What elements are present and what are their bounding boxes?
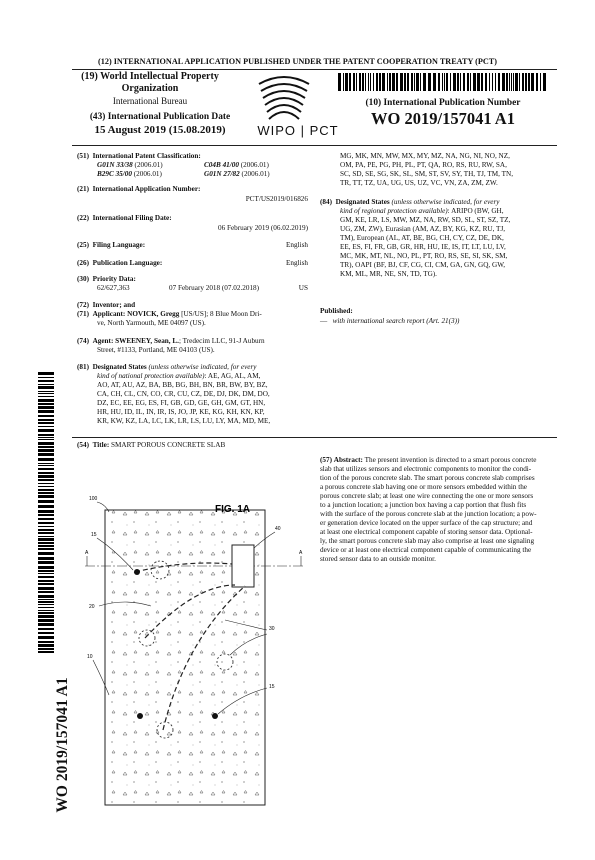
ref-15a: 15: [91, 532, 97, 538]
side-barcode: [38, 372, 54, 657]
field-21: (21) International Application Number:: [77, 185, 201, 193]
field-84-line7: MC, MK, MT, NL, NO, PL, PT, RO, RS, SE, SI, SK, SM,: [340, 252, 508, 260]
abstract-line-5: porous concrete slab; at least one wire connecting the one or more sensors: [320, 492, 534, 500]
field-81-line6: HR, HU, ID, IL, IN, IR, IS, JO, JP, KE, KG, KH, KN, KP,: [97, 408, 265, 416]
treaty-title: (12) INTERNATIONAL APPLICATION PUBLISHED UNDER THE PATENT COOPERATION TREATY (PCT): [98, 57, 497, 66]
field-71: (71) Applicant: NOVICK, Gregg [US/US]; 8 Blue Moon Dri-: [77, 310, 262, 318]
states-cont-1: MG, MK, MN, MW, MX, MY, MZ, NA, NG, NI, NO, NZ,: [340, 152, 510, 160]
ref-20: 20: [89, 604, 95, 610]
field-72: (72) Inventor; and: [77, 301, 136, 309]
field-84-line5: TM), European (AL, AT, BE, BG, CH, CY, CZ, DE, DK,: [340, 234, 504, 242]
ref-15b: 15: [269, 684, 275, 690]
field-71-cont: ve, North Yarmouth, ME 04097 (US).: [97, 319, 206, 327]
field-21-value: PCT/US2019/016826: [245, 195, 308, 203]
abstract-line-8: er generation device located on the upper surface of the cap structure; and: [320, 519, 533, 527]
org-name-line2: Organization: [121, 83, 179, 94]
ref-30: 30: [269, 626, 275, 632]
field-81-line2: kind of national protection available): AE, AG, AL, AM,: [97, 372, 261, 380]
abstract-line-4: a porous concrete slab having one or more sensors embedded within the: [320, 483, 527, 491]
field-26: (26) Publication Language: English: [77, 259, 308, 267]
ref-a-right: A: [299, 550, 303, 556]
abstract-line-3: tion of the porous concrete slab. The smart porous concrete slab comprises: [320, 474, 535, 482]
abstract-line-11: device or at least one electrical component capable of communicating the: [320, 546, 532, 554]
abstract-line-12: stored sensor data to an outside monitor.: [320, 555, 436, 563]
field-84-line2: kind of regional protection available): ARIPO (BW, GH,: [340, 207, 504, 215]
ipc-row-1: G01N 33/38 (2006.01) C04B 41/00 (2006.01): [97, 161, 269, 169]
published-item: — with international search report (Art. 21(3)): [320, 317, 460, 325]
states-cont-2: OM, PA, PE, PG, PH, PL, PT, QA, RO, RS, RU, RW, SA,: [340, 161, 507, 169]
ref-100: 100: [89, 496, 98, 502]
field-30: (30) Priority Data:: [77, 275, 136, 283]
states-cont-3: SC, SD, SE, SG, SK, SL, SM, ST, SV, SY, TH, TJ, TM, TN,: [340, 170, 514, 178]
field-54: (54) Title: SMART POROUS CONCRETE SLAB: [77, 441, 226, 449]
abstract-line-6: to a junction location; a junction box having a cap portion that flush fits: [320, 501, 527, 509]
ref-40: 40: [275, 526, 281, 532]
field-84-line3: GM, KE, LR, LS, MW, MZ, NA, RW, SD, SL, ST, SZ, TZ,: [340, 216, 511, 224]
field-74: (74) Agent: SWEENEY, Sean, L.; Tredecim LLC, 91-J Auburn: [77, 337, 265, 345]
abstract-line-1: (57) Abstract: The present invention is directed to a smart porous concrete: [320, 456, 537, 464]
wipo-wordmark: WIPO | PCT: [257, 123, 339, 138]
field-81-line4: CA, CH, CL, CN, CO, CR, CU, CZ, DE, DJ, DK, DM, DO,: [97, 390, 270, 398]
ipc-row-2: B29C 35/00 (2006.01) G01N 27/82 (2006.01): [97, 170, 270, 178]
field-25: (25) Filing Language: English: [77, 241, 308, 249]
junction-box: [232, 545, 254, 587]
title-top-rule: [72, 437, 557, 438]
abstract-line-2: slab that utilizes sensors and electronic components to monitor the condi-: [320, 465, 532, 473]
pubnum-value: WO 2019/157041 A1: [371, 109, 515, 128]
field-74-cont: Street, #1133, Portland, ME 04103 (US).: [97, 346, 215, 354]
figure-1a: [75, 490, 315, 815]
ref-10: 10: [87, 654, 93, 660]
ref-a-left: A: [85, 550, 89, 556]
abstract-line-10: ly, the smart porous concrete slab may also comprise at least one signaling: [320, 537, 535, 545]
field-22-value: 06 February 2019 (06.02.2019): [217, 224, 308, 232]
pubnum-label: (10) International Publication Number: [365, 98, 521, 108]
field-84-line4: UG, ZM, ZW), Eurasian (AM, AZ, BY, KG, KZ, RU, TJ,: [340, 225, 506, 233]
field-81: (81) Designated States (unless otherwise indicated, for every: [77, 363, 257, 371]
published-label: Published:: [320, 307, 353, 315]
field-84-line9: KM, ML, MR, NE, SN, TD, TG).: [340, 270, 437, 278]
field-51: (51) International Patent Classification:: [77, 152, 201, 160]
wipo-logo-icon: [255, 72, 313, 126]
field-84: (84) Designated States (unless otherwise indicated, for every: [320, 198, 500, 206]
field-22: (22) International Filing Date:: [77, 214, 172, 222]
header-bottom-rule: [72, 145, 557, 146]
pubdate-value: 15 August 2019 (15.08.2019): [94, 124, 226, 136]
side-publication-number: WO 2019/157041 A1: [54, 677, 71, 813]
field-84-line6: EE, ES, FI, FR, GB, GR, HR, HU, IE, IS, IT, LT, LU, LV,: [340, 243, 506, 251]
org-name-line1: (19) World Intellectual Property: [81, 71, 219, 82]
field-81-line3: AO, AT, AU, AZ, BA, BB, BG, BH, BN, BR, BW, BY, BZ,: [97, 381, 268, 389]
field-81-line5: DZ, EC, EE, EG, ES, FI, GB, GD, GE, GH, GM, GT, HN,: [97, 399, 266, 407]
abstract-line-7: with the surface of the porous concrete slab at the junction location; a pow-: [320, 510, 537, 518]
pubdate-label: (43) International Publication Date: [89, 112, 231, 122]
field-81-line7: KR, KW, KZ, LA, LC, LK, LR, LS, LU, LY, MA, MD, ME,: [97, 417, 271, 425]
abstract-line-9: at least one electrical component capable of storing sensor data. Optional-: [320, 528, 533, 536]
org-bureau: International Bureau: [112, 96, 188, 106]
priority-row: 62/627,363 07 February 2018 (07.02.2018) US: [97, 284, 308, 292]
top-barcode: [338, 73, 548, 91]
states-cont-4: TR, TT, TZ, UA, UG, US, UZ, VC, VN, ZA, ZM, ZW.: [340, 179, 498, 187]
header-rule: [72, 69, 557, 70]
fig-label: FIG. 1A: [215, 504, 251, 515]
field-84-line8: TR), OAPI (BF, BJ, CF, CG, CI, CM, GA, GN, GQ, GW,: [340, 261, 506, 269]
